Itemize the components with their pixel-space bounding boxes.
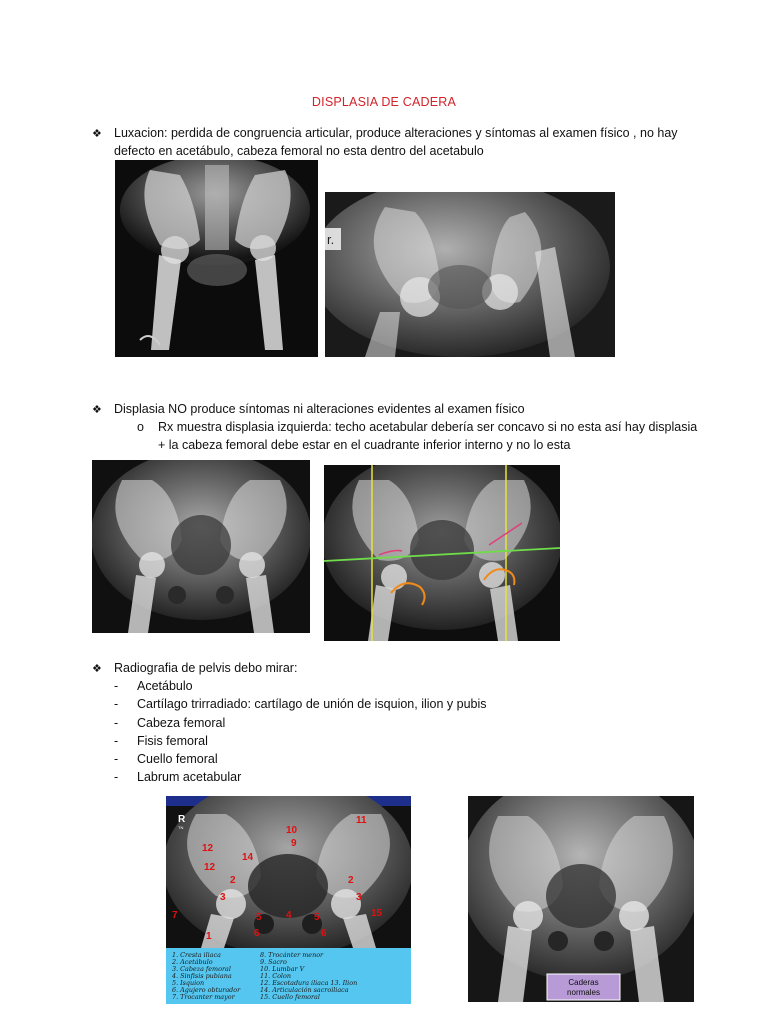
- list-item: Cuello femoral: [137, 752, 218, 766]
- luxacion-text-line1: Luxacion: perdida de congruencia articular, produce alteraciones y síntomas al examen físico , no hay: [114, 126, 678, 140]
- list-dash: -: [114, 734, 119, 748]
- list-dash: -: [114, 697, 119, 711]
- ap-side-marker-sub: TN: [178, 825, 184, 830]
- ap-legend-item: 9. Sacro: [260, 958, 287, 966]
- ap-legend-item: 15. Cuello femoral: [260, 993, 320, 1001]
- ap-number-label: 5: [314, 912, 320, 923]
- ap-pelvis-labeled-figure: [166, 796, 411, 1004]
- normal-hips-xray-figure: [468, 796, 694, 1002]
- ap-legend-item: 4. Sinfisis pubiana: [172, 972, 232, 980]
- list-item: Cartílago trirradiado: cartílago de unión de isquion, ilion y pubis: [137, 697, 487, 711]
- ap-number-label: 6: [254, 928, 260, 939]
- luxation-xray-image-1: [115, 160, 318, 357]
- list-item: Fisis femoral: [137, 734, 208, 748]
- ap-number-label: 2: [348, 875, 354, 886]
- ap-number-label: 10: [286, 825, 298, 836]
- list-item: Acetábulo: [137, 679, 193, 693]
- ap-legend-item: 8. Trocánter menor: [260, 951, 324, 959]
- ap-number-label: 7: [172, 910, 178, 921]
- xray-letter-label: r.: [327, 232, 335, 247]
- displasia-text: Displasia NO produce síntomas ni alteraciones evidentes al examen físico: [114, 402, 525, 416]
- ap-legend-item: 1. Cresta iliaca: [172, 951, 221, 959]
- ap-legend-item: 3. Cabeza femoral: [172, 965, 231, 973]
- list-dash: -: [114, 679, 119, 693]
- dysplasia-annotated-xray-image: [324, 465, 560, 641]
- ap-legend-item: 12. Escotadura iliaca 13. Ilion: [260, 979, 358, 987]
- bullet-icon: ❖: [92, 128, 102, 140]
- ap-legend-item: 5. Isquion: [172, 979, 205, 987]
- ap-legend-item: 10. Lumbar V: [260, 965, 305, 973]
- radiografia-heading: Radiografia de pelvis debo mirar:: [114, 661, 298, 675]
- ap-number-label: 12: [204, 862, 216, 873]
- normal-hips-label-line2: normales: [567, 988, 600, 997]
- list-item: Labrum acetabular: [137, 770, 242, 784]
- luxation-xray-image-2: [325, 192, 615, 357]
- ap-number-label: 5: [256, 912, 262, 923]
- dysplasia-xray-image: [92, 460, 310, 633]
- normal-hips-label-line1: Caderas: [568, 978, 599, 987]
- rx-text-line1: Rx muestra displasia izquierda: techo acetabular debería ser concavo si no esta así hay displasia: [158, 420, 698, 434]
- ap-legend-item: 7. Trocanter mayor: [172, 993, 235, 1001]
- ap-legend-item: 14. Articulación sacroiliaca: [260, 986, 349, 994]
- ap-number-label: 3: [356, 892, 362, 903]
- ap-number-label: 3: [220, 892, 226, 903]
- ap-number-label: 4: [286, 910, 292, 921]
- ap-side-marker: R: [178, 814, 186, 825]
- ap-number-label: 6: [321, 928, 327, 939]
- page-title: DISPLASIA DE CADERA: [311, 95, 457, 109]
- list-dash: -: [114, 770, 119, 784]
- ap-number-label: 9: [291, 838, 297, 849]
- bullet-icon: ❖: [92, 404, 102, 416]
- ap-number-label: 1: [206, 931, 212, 942]
- ap-number-label: 2: [230, 875, 236, 886]
- list-item: Cabeza femoral: [137, 716, 226, 730]
- list-dash: -: [114, 716, 119, 730]
- bullet-icon: ❖: [92, 663, 102, 675]
- luxacion-text-line2: defecto en acetábulo, cabeza femoral no esta dentro del acetabulo: [114, 144, 484, 158]
- rx-text-line2: + la cabeza femoral debe estar en el cuadrante inferior interno y no lo esta: [158, 438, 571, 452]
- ap-number-label: 15: [371, 908, 383, 919]
- ap-number-label: 12: [202, 843, 214, 854]
- list-dash: -: [114, 752, 119, 766]
- ap-number-label: 14: [242, 852, 254, 863]
- sub-bullet-marker: o: [137, 420, 144, 434]
- ap-legend-item: 11. Colon: [260, 972, 291, 980]
- ap-legend-item: 2. Acetábulo: [172, 958, 213, 966]
- ap-legend-item: 6. Agujero obturador: [172, 986, 241, 994]
- ap-number-label: 11: [356, 815, 367, 826]
